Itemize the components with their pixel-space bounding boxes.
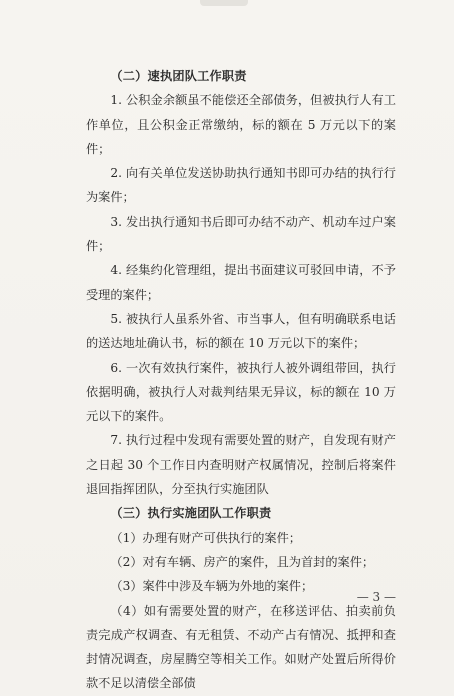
list-item: （3）案件中涉及车辆为外地的案件；	[110, 579, 314, 594]
list-item: （1）办理有财产可供执行的案件；	[110, 530, 301, 545]
list-item: 5. 被执行人虽系外省、市当事人，但有明确联系电话的送达地址确认书，标的额在 10 万元以下的案件；	[86, 311, 396, 351]
list-item: 3. 发出执行通知书后即可办结不动产、机动车过户案件；	[86, 214, 396, 254]
scan-smudge	[200, 0, 248, 6]
list-item: 1. 公积金余额虽不能偿还全部债务，但被执行人有工作单位，且公积金正常缴纳，标的额在 5 万元以下的案件；	[86, 93, 396, 156]
section-heading-speed-execution-team: （二）速执团队工作职责	[110, 69, 247, 83]
section-heading-execution-implementation-team: （三）执行实施团队工作职责	[110, 506, 272, 521]
list-item: 4. 经集约化管理组，提出书面建议可驳回申请，不予受理的案件；	[86, 263, 396, 302]
list-item: 6. 一次有效执行案件，被执行人被外调组带回，执行依据明确，被执行人对裁判结果无异议，标的额在 10 万元以下的案件。	[86, 360, 396, 424]
page-number: — 3 —	[356, 590, 396, 604]
list-item: 7. 执行过程中发现有需要处置的财产，自发现有财产之日起 30 个工作日内查明财产权属情况，控制后将案件退回指挥团队，分至执行实施团队	[86, 433, 396, 497]
list-item: 2. 向有关单位发送协助执行通知书即可办结的执行行为案件；	[86, 166, 396, 205]
list-item: （2）对有车辆、房产的案件，且为首封的案件；	[110, 554, 375, 569]
list-item: （4）如有需要处置的财产，在移送评估、拍卖前负责完成产权调查、有无租赁、不动产占有情况、抵押和查封情况调查，房屋腾空等相关工作。如财产处置后所得价款不足以清偿全部债	[86, 603, 396, 691]
